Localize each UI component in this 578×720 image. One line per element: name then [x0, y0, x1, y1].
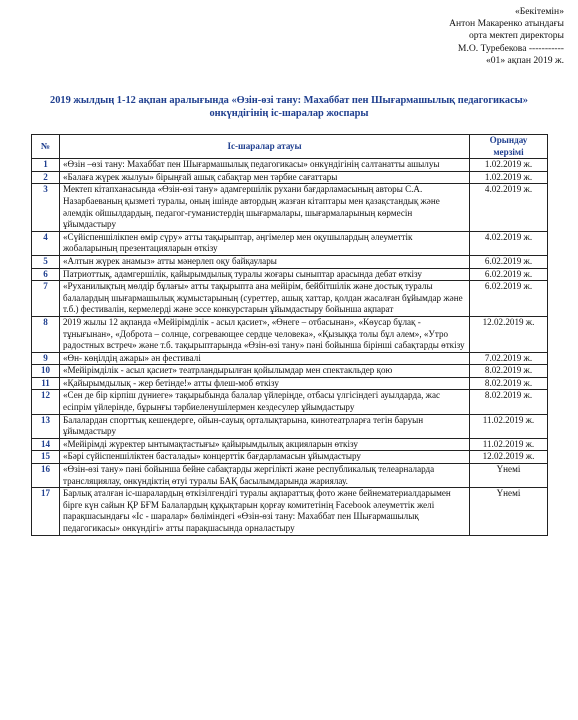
row-activity: «Өн- көңілдің ажары» ән фестивалі	[60, 352, 470, 365]
approval-signature: М.О. Туребекова -----------	[457, 42, 564, 54]
row-number: 6	[32, 268, 60, 281]
row-deadline: 12.02.2019 ж.	[470, 316, 548, 352]
document-title	[0, 94, 578, 120]
row-deadline: 11.02.2019 ж.	[470, 438, 548, 451]
table-row	[32, 268, 548, 281]
row-number: 3	[32, 184, 60, 231]
row-activity: «Мейірімділік - асыл қасиет» театрландырылған қойылымдар мен спектакльдер қою	[60, 365, 470, 378]
row-deadline: 1.02.2019 ж.	[470, 171, 548, 184]
row-number: 15	[32, 451, 60, 464]
row-deadline: 4.02.2019 ж.	[470, 231, 548, 255]
table-row	[32, 438, 548, 451]
row-number: 2	[32, 171, 60, 184]
approval-heading: «Бекітемін»	[514, 6, 564, 17]
row-activity: «Бәрі сүйіспеншіліктен басталады» концерттік бағдарламасын ұйымдастыру	[60, 451, 470, 464]
table-header-row	[32, 135, 548, 159]
row-activity: «Қайырымдылық - жер бетінде!» атты флеш-моб өткізу	[60, 377, 470, 390]
row-activity: Балалардан спорттық кешендерге, ойын-сауық орталықтарына, кинотеатрларға тегін баруын ұйымдастыру	[60, 414, 470, 438]
row-activity: Барлық аталған іс-шаралардың өткізілгендігі туралы ақпараттық фото және бейнематериалдарымен бірге күн сайын ҚР БҒМ Балалардың құқықтарын қорғау комитетінің Facebook әлеуметтік желі парақшасындағы «Іс - шаралар» бөліміндегі «Өзін-өзі тану: Махаббат пен Шығармашылық педагогикасы» онкүндігі» атты парақшасында орналастыру	[60, 488, 470, 535]
row-activity: «Өзін –өзі тану: Махаббат пен Шығармашылық педагогикасы» онкүндігінің салтанатты ашылуы	[60, 159, 470, 172]
row-deadline: 8.02.2019 ж.	[470, 365, 548, 378]
approval-stamp	[449, 6, 564, 67]
row-deadline: 8.02.2019 ж.	[470, 377, 548, 390]
row-number: 8	[32, 316, 60, 352]
table-row	[32, 281, 548, 317]
approval-date: «01» ақпан 2019 ж.	[485, 54, 564, 66]
row-activity: Мектеп кітапханасында «Өзін-өзі тану» адамгершілік рухани бағдарламасының авторы С.А. Назарбаеваның қызметі туралы, оның ішінде автордың жазған кітаптары мен қазақстандық және әлемдік ойшылдардың, педагог-гуманистердің шығармалары, шығармаларының көрмесін ұйымдастыру	[60, 184, 470, 231]
row-deadline: 6.02.2019 ж.	[470, 255, 548, 268]
row-number: 10	[32, 365, 60, 378]
table-row	[32, 365, 548, 378]
row-activity: «Сен де бір кірпіш дүниеге» тақырыбында балалар үйлеріңде, отбасы үлгісіндегі ауылдарда, жас есіпрім үйлерінде, бұрынғы тәрбиеленушілермен кездесулер ұйымдастыру	[60, 390, 470, 414]
row-number: 7	[32, 281, 60, 317]
row-activity: «Руханилықтың мөлдір бұлағы» атты тақырыпта ана мейірім, бейбітшілік және достық туралы балалардың шығармашылық жұмыстарының (суреттер, ашық хаттар, қолдан жасалған бұйымдар және т.б.) фестивалін, кермелерді және эссе конкурстарын ұйымдастыру бойынша ақпарат	[60, 281, 470, 317]
row-number: 12	[32, 390, 60, 414]
row-number: 9	[32, 352, 60, 365]
row-number: 16	[32, 464, 60, 488]
header-activity: Іс-шаралар атауы	[60, 135, 470, 159]
table-row	[32, 464, 548, 488]
row-deadline: 6.02.2019 ж.	[470, 268, 548, 281]
row-deadline: Үнемі	[470, 464, 548, 488]
table-row	[32, 184, 548, 231]
table-row	[32, 390, 548, 414]
table-row	[32, 488, 548, 535]
row-deadline: 11.02.2019 ж.	[470, 414, 548, 438]
table-row	[32, 316, 548, 352]
header-deadline-line-2: мерзімі	[493, 146, 524, 157]
row-number: 4	[32, 231, 60, 255]
table-row	[32, 159, 548, 172]
table-row	[32, 414, 548, 438]
row-deadline: 6.02.2019 ж.	[470, 281, 548, 317]
row-activity: Патриоттық, адамгершілік, қайырымдылық туралы жоғары сыныптар арасында дебат өткізу	[60, 268, 470, 281]
plan-table-body	[32, 159, 548, 535]
table-row	[32, 352, 548, 365]
row-activity: 2019 жылы 12 ақпанда «Мейірімділік - асыл қасиет», «Өнеге – отбасынан», «Көусар бұлақ - тұнығынан», «Доброта – солнце, согревающее сердце человека», «Қызыққа толы бұл әлем», «Утро радостных встреч» және т.б. тақырыптарында «Өзін-өзі тану» пәні бойынша бірінші сабақтарды өткізу	[60, 316, 470, 352]
title-line-2: онкүндігінің іс-шаралар жоспары	[209, 108, 369, 119]
row-deadline: 12.02.2019 ж.	[470, 451, 548, 464]
table-row	[32, 231, 548, 255]
header-deadline-line-1: Орындау	[489, 135, 528, 145]
table-row	[32, 377, 548, 390]
row-activity: «Алтын жүрек анамыз» атты мәнерлеп оқу байқаулары	[60, 255, 470, 268]
row-deadline: 8.02.2019 ж.	[470, 390, 548, 414]
row-deadline: 7.02.2019 ж.	[470, 352, 548, 365]
row-activity: «Сүйіспеншілікпен өмір сүру» атты тақырыптар, әңгімелер мен оқушылардың әлеуметтік жобаларының презентацияларын өткізу	[60, 231, 470, 255]
title-line-1: 2019 жылдың 1-12 ақпан аралығында «Өзін-өзі тану: Махаббат пен Шығармашылық педагогикасы»	[50, 95, 528, 106]
row-activity: «Балаға жүрек жылуы» бірыңғай ашық сабақтар мен тәрбие сағаттары	[60, 171, 470, 184]
table-row	[32, 451, 548, 464]
row-deadline: 1.02.2019 ж.	[470, 159, 548, 172]
header-deadline	[470, 135, 548, 159]
table-row	[32, 255, 548, 268]
row-activity: «Мейірімді жүректер ынтымақтастығы» қайырымдылық акцияларын өткізу	[60, 438, 470, 451]
row-number: 17	[32, 488, 60, 535]
row-number: 13	[32, 414, 60, 438]
table-row	[32, 171, 548, 184]
approval-school: Антон Макаренко атындағы	[449, 18, 564, 30]
row-number: 14	[32, 438, 60, 451]
row-number: 1	[32, 159, 60, 172]
row-activity: «Өзін-өзі тану» пәні бойынша бейне сабақтарды жергілікті және республикалық телеарналарда трансляциялау, онкүндіктің өтуі туралы БАҚ басылымдарында жариялау.	[60, 464, 470, 488]
row-number: 11	[32, 377, 60, 390]
approval-position: орта мектеп директоры	[469, 30, 564, 42]
header-number: №	[32, 135, 60, 159]
plan-table	[31, 134, 548, 536]
row-number: 5	[32, 255, 60, 268]
row-deadline: 4.02.2019 ж.	[470, 184, 548, 231]
row-deadline: Үнемі	[470, 488, 548, 535]
